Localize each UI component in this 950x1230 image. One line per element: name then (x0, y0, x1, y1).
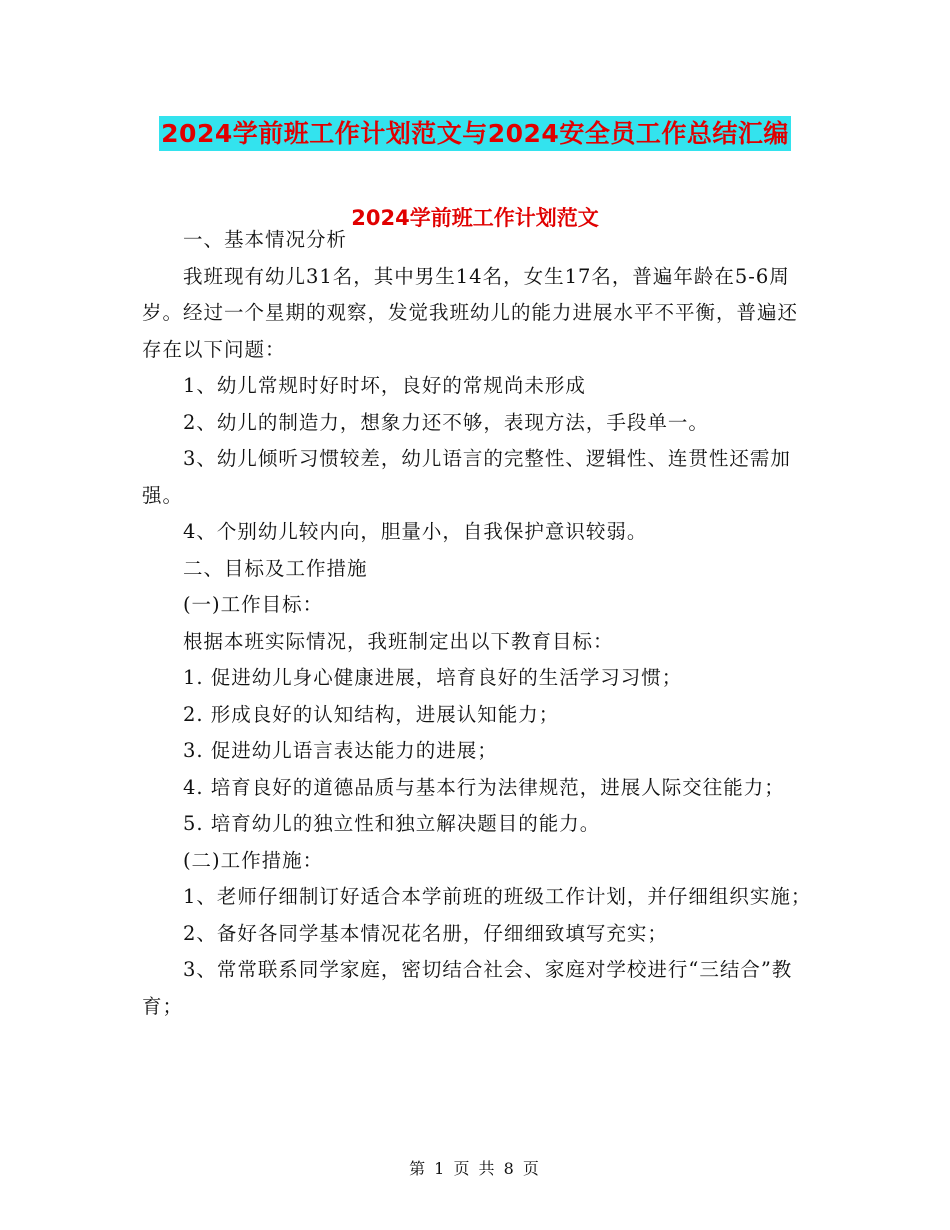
document-title-text: 2024学前班工作计划范文与2024安全员工作总结汇编 (159, 116, 791, 151)
section-title: 2024学前班工作计划范文 (351, 206, 599, 230)
document-body (142, 222, 812, 1025)
paragraph: 3. 促进幼儿语言表达能力的进展； (182, 739, 498, 762)
document-title (0, 112, 950, 150)
paragraph: 5. 培育幼儿的独立性和独立解决题目的能力。 (182, 812, 601, 835)
paragraph: 2、幼儿的制造力，想象力还不够，表现方法，手段单一。 (182, 410, 709, 434)
paragraph: 1、幼儿常规时好时坏，良好的常规尚未形成 (182, 374, 586, 397)
paragraph: 一、基本情况分析 (182, 228, 347, 251)
paragraph: 4. 培育良好的道德品质与基本行为法律规范，进展人际交往能力； (182, 775, 785, 799)
paragraph: 2. 形成良好的认知结构，进展认知能力； (182, 702, 560, 726)
paragraph: 2、备好各同学基本情况花名册，仔细细致填写充实； (182, 921, 668, 945)
paragraph: 根据本班实际情况，我班制定出以下教育目标： (182, 629, 614, 653)
paragraph: 我班现有幼儿31名，其中男生14名，女生17名，普遍年龄在5-6周岁。经过一个星期的观察，发觉我班幼儿的能力进展水平不平衡，普遍还存在以下问题： (142, 264, 799, 361)
paragraph: 3、常常联系同学家庭，密切结合社会、家庭对学校进行“三结合”教育； (142, 958, 793, 1018)
paragraph: (二)工作措施： (182, 848, 324, 872)
paragraph: 二、目标及工作措施 (182, 556, 368, 580)
paragraph: (一)工作目标： (182, 593, 324, 616)
paragraph: 1. 促进幼儿身心健康进展，培育良好的生活学习习惯； (182, 666, 683, 689)
page-number-footer: 第 1 页 共 8 页 (409, 1159, 541, 1178)
paragraph: 3、幼儿倾听习惯较差，幼儿语言的完整性、逻辑性、连贯性还需加强。 (142, 447, 791, 507)
paragraph: 4、个别幼儿较内向，胆量小，自我保护意识较弱。 (182, 520, 648, 543)
paragraph: 1、老师仔细制订好适合本学前班的班级工作计划，并仔细组织实施； (182, 885, 812, 908)
